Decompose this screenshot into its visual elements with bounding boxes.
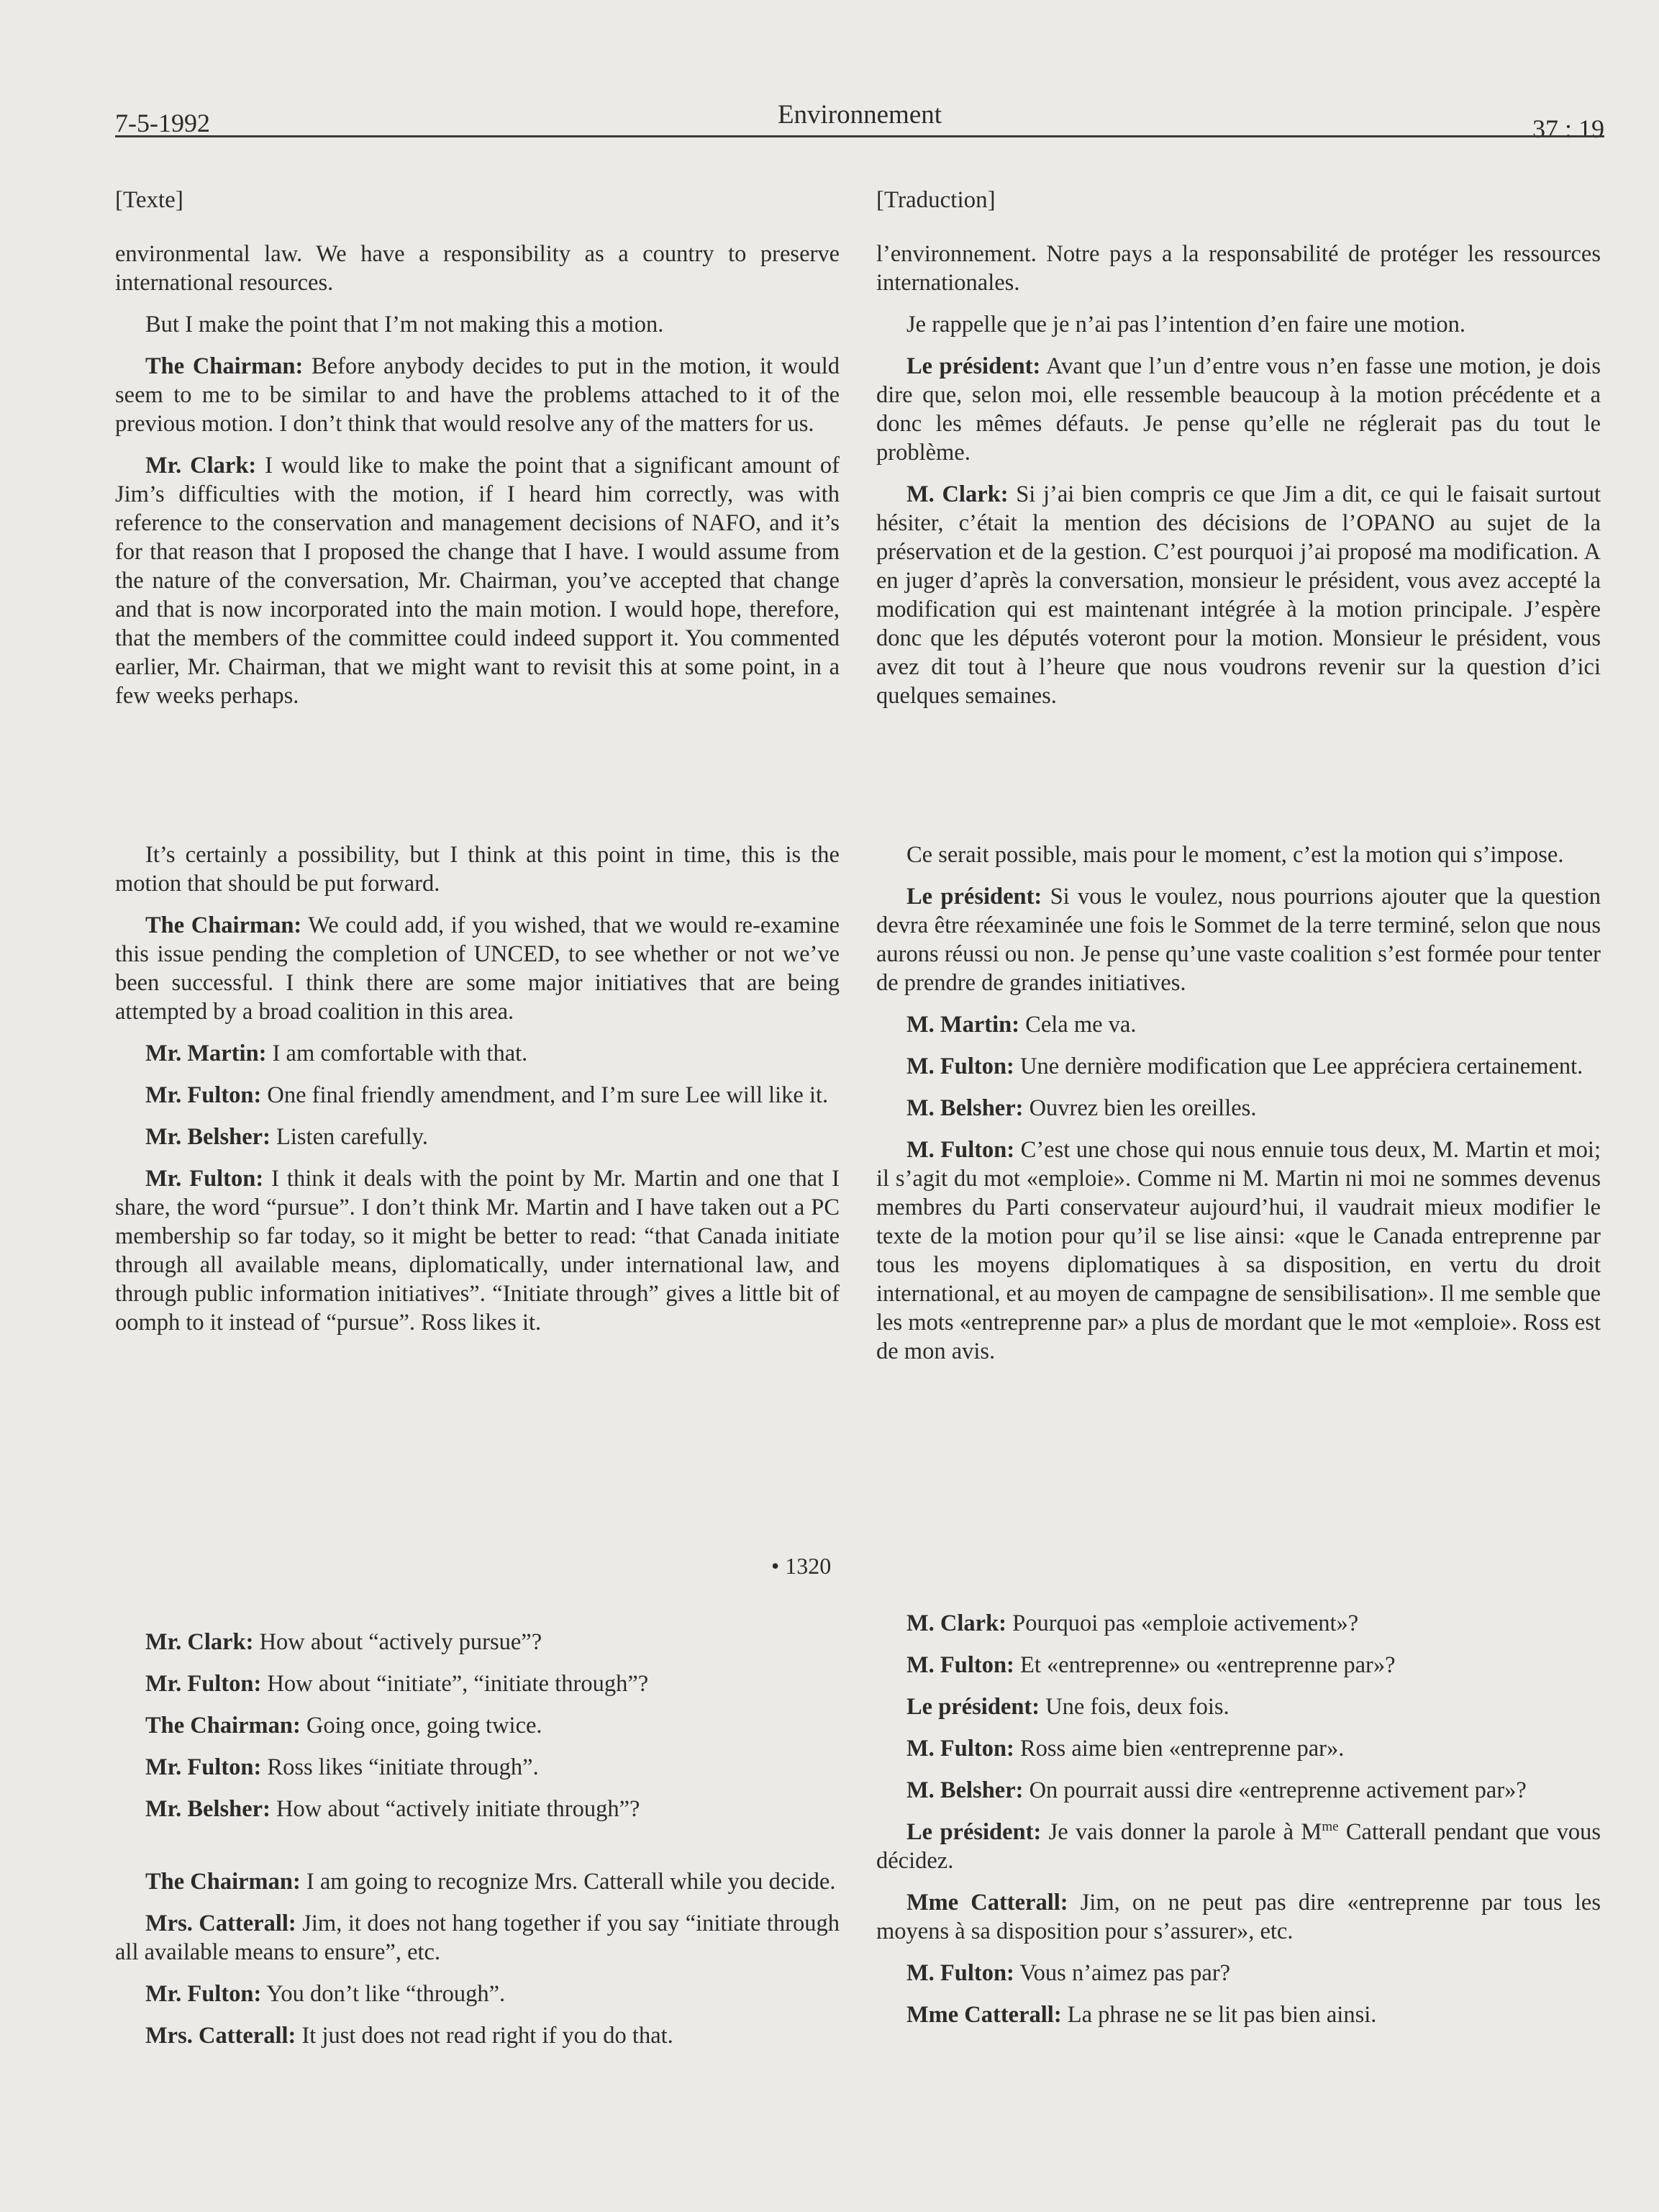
speaker-name: The Chairman:	[145, 912, 302, 938]
speaker-name: M. Clark:	[906, 481, 1009, 507]
left-block-4	[115, 1867, 840, 2050]
header-date: 7-5-1992	[115, 109, 210, 137]
left-column-label: [Texte]	[115, 187, 183, 213]
left-block-1	[115, 240, 840, 710]
paragraph: The Chairman: We could add, if you wished, that we would re-examine this issue pending the completion of UNCED, to see whether or not we’ve been successful. I think there are some major initiatives that are being attempted by a broad coalition in this area.	[115, 912, 840, 1025]
paragraph: M. Fulton: Une dernière modification que Lee appréciera certainement.	[906, 1053, 1583, 1079]
speaker-name: Le président:	[906, 1694, 1040, 1720]
speaker-name: M. Fulton:	[906, 1960, 1014, 1986]
speaker-name: The Chairman:	[145, 353, 304, 379]
speaker-name: Mr. Belsher:	[145, 1796, 271, 1822]
paragraph: Le président: Avant que l’un d’entre vous n’en fasse une motion, je dois dire que, selon moi, elle ressemble beaucoup à la motion précédente et a donc les mêmes défauts. Je pense qu’elle ne réglerait pas du tout le problème.	[876, 353, 1601, 466]
paragraph: But I make the point that I’m not making this a motion.	[145, 312, 664, 337]
paragraph: Mr. Belsher: Listen carefully.	[145, 1124, 428, 1150]
paragraph: l’environnement. Notre pays a la responsabilité de protéger les ressources internationales.	[876, 241, 1601, 296]
paragraph: M. Martin: Cela me va.	[906, 1012, 1137, 1038]
paragraph: Mr. Fulton: One final friendly amendment, and I’m sure Lee will like it.	[145, 1082, 829, 1108]
speaker-name: Mr. Clark:	[145, 1629, 254, 1655]
paragraph: Mr. Fulton: You don’t like “through”.	[145, 1981, 506, 2007]
right-block-3	[876, 1609, 1601, 2029]
speaker-name: Mr. Martin:	[145, 1041, 267, 1066]
speaker-name: Mme Catterall:	[906, 2002, 1062, 2028]
paragraph: M. Clark: Pourquoi pas «emploie activement»?	[906, 1610, 1359, 1636]
speaker-name: Mr. Fulton:	[145, 1082, 262, 1108]
left-block-2	[115, 840, 840, 1337]
speaker-name: Le président:	[906, 353, 1041, 379]
speaker-name: The Chairman:	[145, 1869, 301, 1895]
running-title: Environnement	[777, 100, 942, 130]
right-block-1	[876, 240, 1601, 710]
paragraph: Mr. Fulton: How about “initiate”, “initiate through”?	[145, 1671, 649, 1697]
paragraph: The Chairman: I am going to recognize Mrs. Catterall while you decide.	[145, 1869, 836, 1895]
speaker-name: Mr. Fulton:	[145, 1671, 262, 1697]
paragraph: M. Fulton: Et «entreprenne» ou «entreprenne par»?	[906, 1652, 1396, 1678]
speaker-name: Le président:	[906, 1819, 1042, 1845]
paragraph: Mr. Clark: How about “actively pursue”?	[145, 1629, 542, 1655]
time-marker: • 1320	[771, 1553, 832, 1579]
speaker-name: M. Belsher:	[906, 1095, 1024, 1121]
speaker-name: Mr. Fulton:	[145, 1754, 262, 1780]
speaker-name: The Chairman:	[145, 1713, 301, 1739]
paragraph: Mr. Clark: I would like to make the point that a significant amount of Jim’s difficulties with the motion, if I heard him correctly, was with reference to the conservation and management decisions of NAFO, and it’s for that reason that I proposed the change that I have. I would assume from the nature of the conversation, Mr. Chairman, you’ve accepted that change and that is now incorporated into the main motion. I would hope, therefore, that the members of the committee could indeed support it. You commented earlier, Mr. Chairman, that we might want to revisit this at some point, in a few weeks perhaps.	[115, 453, 840, 709]
speaker-name: M. Fulton:	[906, 1137, 1015, 1163]
speaker-name: Mrs. Catterall:	[145, 1910, 296, 1936]
right-column-label: [Traduction]	[876, 187, 996, 213]
paragraph: Le président: Je vais donner la parole à $M^{me}$ Catterall pendant que vous décidez.	[876, 1819, 1601, 1874]
paragraph: The Chairman: Going once, going twice.	[145, 1713, 542, 1739]
header-rule	[115, 135, 1604, 137]
speaker-name: Mr. Belsher:	[145, 1124, 271, 1150]
speaker-name: M. Clark:	[906, 1610, 1006, 1636]
traduction-label: Traduction	[884, 187, 988, 213]
speaker-name: Mme Catterall:	[906, 1890, 1068, 1916]
speaker-name: M. Martin:	[906, 1012, 1020, 1038]
paragraph: The Chairman: Before anybody decides to put in the motion, it would seem to me to be similar to and have the problems attached to it of the previous motion. I don’t think that would resolve any of the matters for us.	[115, 353, 840, 437]
speaker-name: M. Fulton:	[906, 1736, 1014, 1762]
paragraph: Mme Catterall: La phrase ne se lit pas bien ainsi.	[906, 2002, 1377, 2028]
paragraph: Ce serait possible, mais pour le moment, c’est la motion qui s’impose.	[906, 842, 1564, 868]
paragraph: Je rappelle que je n’ai pas l’intention d’en faire une motion.	[906, 312, 1466, 337]
paragraph: Le président: Si vous le voulez, nous pourrions ajouter que la question devra être réexaminée une fois le Sommet de la terre terminé, selon que nous aurons réussi ou non. Je pense qu’une vaste coalition s’est formée pour tenter de prendre de grandes initiatives.	[876, 884, 1601, 996]
page-number: 37 : 19	[1532, 114, 1604, 143]
speaker-name: M. Fulton:	[906, 1053, 1014, 1079]
paragraph: Mme Catterall: Jim, on ne peut pas dire «entreprenne par tous les moyens à sa disposition pour s’assurer», etc.	[876, 1890, 1601, 1944]
paragraph: Mrs. Catterall: It just does not read right if you do that.	[145, 2023, 673, 2049]
speaker-name: Mr. Fulton:	[145, 1981, 262, 2007]
paragraph: M. Clark: Si j’ai bien compris ce que Jim a dit, ce qui le faisait surtout hésiter, c’était la mention des décisions de l’OPANO au sujet de la préservation et de la gestion. C’est pourquoi j’ai proposé ma modification. A en juger d’après la conversation, monsieur le président, vous avez accepté la modification qui est maintenant intégrée à la motion principale. J’espère donc que les députés voteront pour la motion. Monsieur le président, vous avez dit tout à l’heure que nous voudrons revenir sur la question d’ici quelques semaines.	[876, 481, 1601, 709]
speaker-name: Mr. Clark:	[145, 453, 257, 479]
speaker-name: Mr. Fulton:	[145, 1166, 264, 1192]
right-block-2	[876, 840, 1601, 1366]
paragraph: Le président: Une fois, deux fois.	[906, 1694, 1230, 1720]
paragraph: M. Belsher: Ouvrez bien les oreilles.	[906, 1095, 1257, 1121]
paragraph: M. Belsher: On pourrait aussi dire «entreprenne activement par»?	[906, 1777, 1527, 1803]
speaker-name: Mrs. Catterall:	[145, 2023, 296, 2049]
paragraph: Mrs. Catterall: Jim, it does not hang together if you say “initiate through all available means to ensure”, etc.	[115, 1910, 840, 1965]
paragraph: M. Fulton: Vous n’aimez pas par?	[906, 1960, 1231, 1986]
texte-label: Texte	[123, 187, 176, 213]
paragraph: Mr. Fulton: Ross likes “initiate through”.	[145, 1754, 539, 1780]
paragraph: Mr. Martin: I am comfortable with that.	[145, 1041, 528, 1066]
speaker-name: M. Belsher:	[906, 1777, 1024, 1803]
left-block-3	[115, 1628, 840, 1823]
paragraph: Mr. Belsher: How about “actively initiate through”?	[145, 1796, 640, 1822]
paragraph: environmental law. We have a responsibility as a country to preserve international resources.	[115, 241, 840, 296]
speaker-name: Le président:	[906, 884, 1042, 910]
paragraph: M. Fulton: C’est une chose qui nous ennuie tous deux, M. Martin et moi; il s’agit du mot «emploie». Comme ni M. Martin ni moi ne sommes devenus membres du Parti conservateur aujourd’hui, il vaudrait mieux modifier le texte de la motion pour qu’il se lise ainsi: «que le Canada entreprenne par tous les moyens diplomatiques à sa disposition, en vertu du droit international, et au moyen de campagne de sensibilisation». Il me semble que les mots «entreprenne par» a plus de mordant que le mot «emploie». Ross est de mon avis.	[876, 1137, 1601, 1364]
speaker-name: M. Fulton:	[906, 1652, 1014, 1678]
paragraph: It’s certainly a possibility, but I think at this point in time, this is the motion that should be put forward.	[115, 842, 840, 897]
paragraph: M. Fulton: Ross aime bien «entreprenne par».	[906, 1736, 1345, 1762]
paragraph: Mr. Fulton: I think it deals with the point by Mr. Martin and one that I share, the word “pursue”. I don’t think Mr. Martin and I have taken out a PC membership so far today, so it might be better to read: “that Canada initiate through all available means, diplomatically, under international law, and through public information initiatives”. “Initiate through” gives a little bit of oomph to it instead of “pursue”. Ross likes it.	[115, 1166, 840, 1336]
